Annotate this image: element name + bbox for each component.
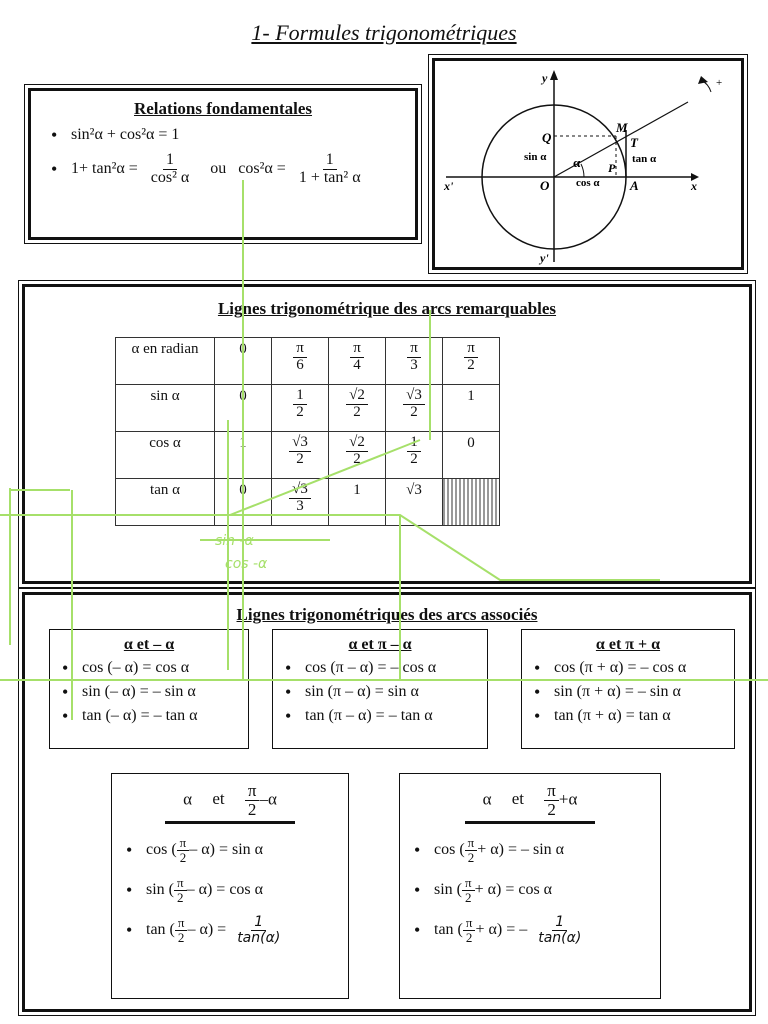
tan-pi-4: 1 [329, 479, 386, 526]
annotation-text: cos -α [225, 556, 268, 572]
fundamental-relations-title: Relations fondamentales [133, 99, 313, 118]
label-A: A [630, 178, 639, 193]
fraction-denominator: cos² α [150, 168, 190, 186]
label-M: M [616, 120, 628, 135]
identity-cos2-fraction [296, 152, 364, 187]
fraction-numerator: 1 [323, 152, 337, 170]
sin-0: 0 [215, 385, 272, 432]
angle-pi-3: $\frac{\pi}{3}$ [386, 338, 443, 385]
box-heading [400, 782, 660, 819]
box-pi-minus-alpha [272, 629, 488, 749]
sin-pi-4: $\frac{√2}{2}$ [329, 385, 386, 432]
box-pi-over-2-plus-alpha [399, 773, 661, 999]
label-x-prime: x' [444, 179, 454, 193]
tan-pi-6: $\frac{√3}{3}$ [272, 479, 329, 526]
heading-rule [465, 821, 595, 824]
or-word: ou [210, 160, 227, 177]
handwritten-fraction: $\frac{1}{\tan(\alpha)}$ [538, 913, 582, 946]
identity-tan2-fraction [148, 152, 193, 187]
formula-line: • sin (π + α) = – sin α [528, 680, 734, 704]
box-heading [112, 782, 348, 819]
formula-line: • tan (π + α) = tan α [528, 704, 734, 728]
cos-pi-2: 0 [443, 432, 500, 479]
formula-line: • tan ( $\frac{\pi}{2}$ – α) = $\frac{1}{\tan(\alpha)}$ [120, 910, 348, 950]
identity-tan2 [45, 147, 415, 191]
sin-pi-6: $\frac{1}{2}$ [272, 385, 329, 432]
angle-pi-4: $\frac{\pi}{4}$ [329, 338, 386, 385]
label-cos: cos α [576, 177, 600, 189]
heading-op: +α [558, 789, 578, 809]
cos-pi-3: $\frac{1}{2}$ [386, 432, 443, 479]
heading-rule [165, 821, 295, 824]
cos-0: 1 [215, 432, 272, 479]
box-pi-plus-alpha [521, 629, 735, 749]
label-x: x [691, 179, 697, 193]
heading-alpha: α [183, 789, 193, 809]
box-heading: α et π + α [595, 636, 661, 653]
associated-arcs-title: Lignes trigonométriques des arcs associés [236, 605, 538, 624]
trig-circle-box [432, 58, 744, 270]
label-alpha: α [573, 155, 581, 170]
fundamental-relations-box [28, 88, 418, 240]
box-pi-over-2-minus-alpha [111, 773, 349, 999]
remarkable-arcs-box [22, 284, 752, 584]
heading-fraction: $\frac{\pi}{2}$ [245, 782, 260, 819]
label-sin: sin α [524, 151, 547, 163]
label-O: O [540, 178, 550, 193]
table-row [116, 338, 500, 385]
angle-pi-6: $\frac{\pi}{6}$ [272, 338, 329, 385]
identity-tan2-left: 1+ tan²α = [71, 160, 138, 177]
box-heading: α et – α [123, 636, 175, 653]
label-tan: tan α [632, 153, 657, 165]
label-T: T [630, 135, 638, 150]
identity-sin2-cos2: • sin²α + cos²α = 1 [45, 123, 415, 147]
label-y: y [542, 71, 548, 85]
tan-pi-3: √3 [386, 479, 443, 526]
label-P: P [608, 161, 616, 175]
associated-arcs-box [22, 592, 752, 1012]
formula-line: • cos (– α) = cos α [56, 656, 248, 680]
table-row [116, 432, 500, 479]
heading-et: et [212, 789, 225, 809]
label-Q: Q [542, 130, 552, 145]
cos-pi-6: $\frac{√3}{2}$ [272, 432, 329, 479]
table-row [116, 479, 500, 526]
row-header: α en radian [116, 338, 215, 385]
sin-pi-2: 1 [443, 385, 500, 432]
page-title: 1- Formules trigonométriques [251, 20, 517, 45]
formula-line: • cos ( $\frac{\pi}{2}$ + α) = – sin α [408, 830, 660, 870]
tan-pi-2-undefined [443, 479, 500, 526]
formula-line: • tan (π – α) = – tan α [279, 704, 487, 728]
formula-line: • sin ( $\frac{\pi}{2}$ – α) = cos α [120, 870, 348, 910]
box-heading: α et π – α [348, 636, 412, 653]
sin-pi-3: $\frac{√3}{2}$ [386, 385, 443, 432]
formula-line: • tan (– α) = – tan α [56, 704, 248, 728]
angle-pi-2: $\frac{\pi}{2}$ [443, 338, 500, 385]
heading-op: –α [259, 789, 277, 809]
row-header: tan α [116, 479, 215, 526]
label-y-prime: y' [540, 251, 549, 265]
handwritten-fraction: $\frac{1}{\tan(\alpha)}$ [237, 913, 281, 946]
formula-line: • sin (– α) = – sin α [56, 680, 248, 704]
remarkable-arcs-title: Lignes trigonométrique des arcs remarquables [217, 299, 557, 318]
box-alpha-minus-alpha [49, 629, 249, 749]
tan-0: 0 [215, 479, 272, 526]
angle-arc [581, 164, 584, 177]
heading-fraction: $\frac{\pi}{2}$ [544, 782, 559, 819]
fraction-denominator: 1 + tan² α [298, 168, 361, 186]
fraction-numerator: 1 [163, 152, 177, 170]
remarkable-values-table [115, 337, 500, 526]
formula-line: • cos (π + α) = – cos α [528, 656, 734, 680]
y-axis-arrow-icon [550, 70, 558, 80]
formula-line: • sin (π – α) = sin α [279, 680, 487, 704]
orientation-arrow-icon [698, 76, 708, 84]
formula-line: • sin ( $\frac{\pi}{2}$ + α) = cos α [408, 870, 660, 910]
angle-0: 0 [215, 338, 272, 385]
formula-line: • cos (π – α) = – cos α [279, 656, 487, 680]
identity-cos2-left: cos²α = [238, 160, 286, 177]
label-positive-direction: + [716, 77, 723, 89]
row-header: sin α [116, 385, 215, 432]
heading-alpha: α [482, 789, 492, 809]
heading-et: et [511, 789, 525, 809]
table-row [116, 385, 500, 432]
formula-line: • cos ( $\frac{\pi}{2}$ – α) = sin α [120, 830, 348, 870]
annotation-text: sin -α [215, 533, 254, 549]
trig-circle-diagram [436, 62, 740, 266]
row-header: cos α [116, 432, 215, 479]
formula-line: • tan ( $\frac{\pi}{2}$ + α) = – $\frac{1}{\tan(\alpha)}$ [408, 910, 660, 950]
cos-pi-4: $\frac{√2}{2}$ [329, 432, 386, 479]
